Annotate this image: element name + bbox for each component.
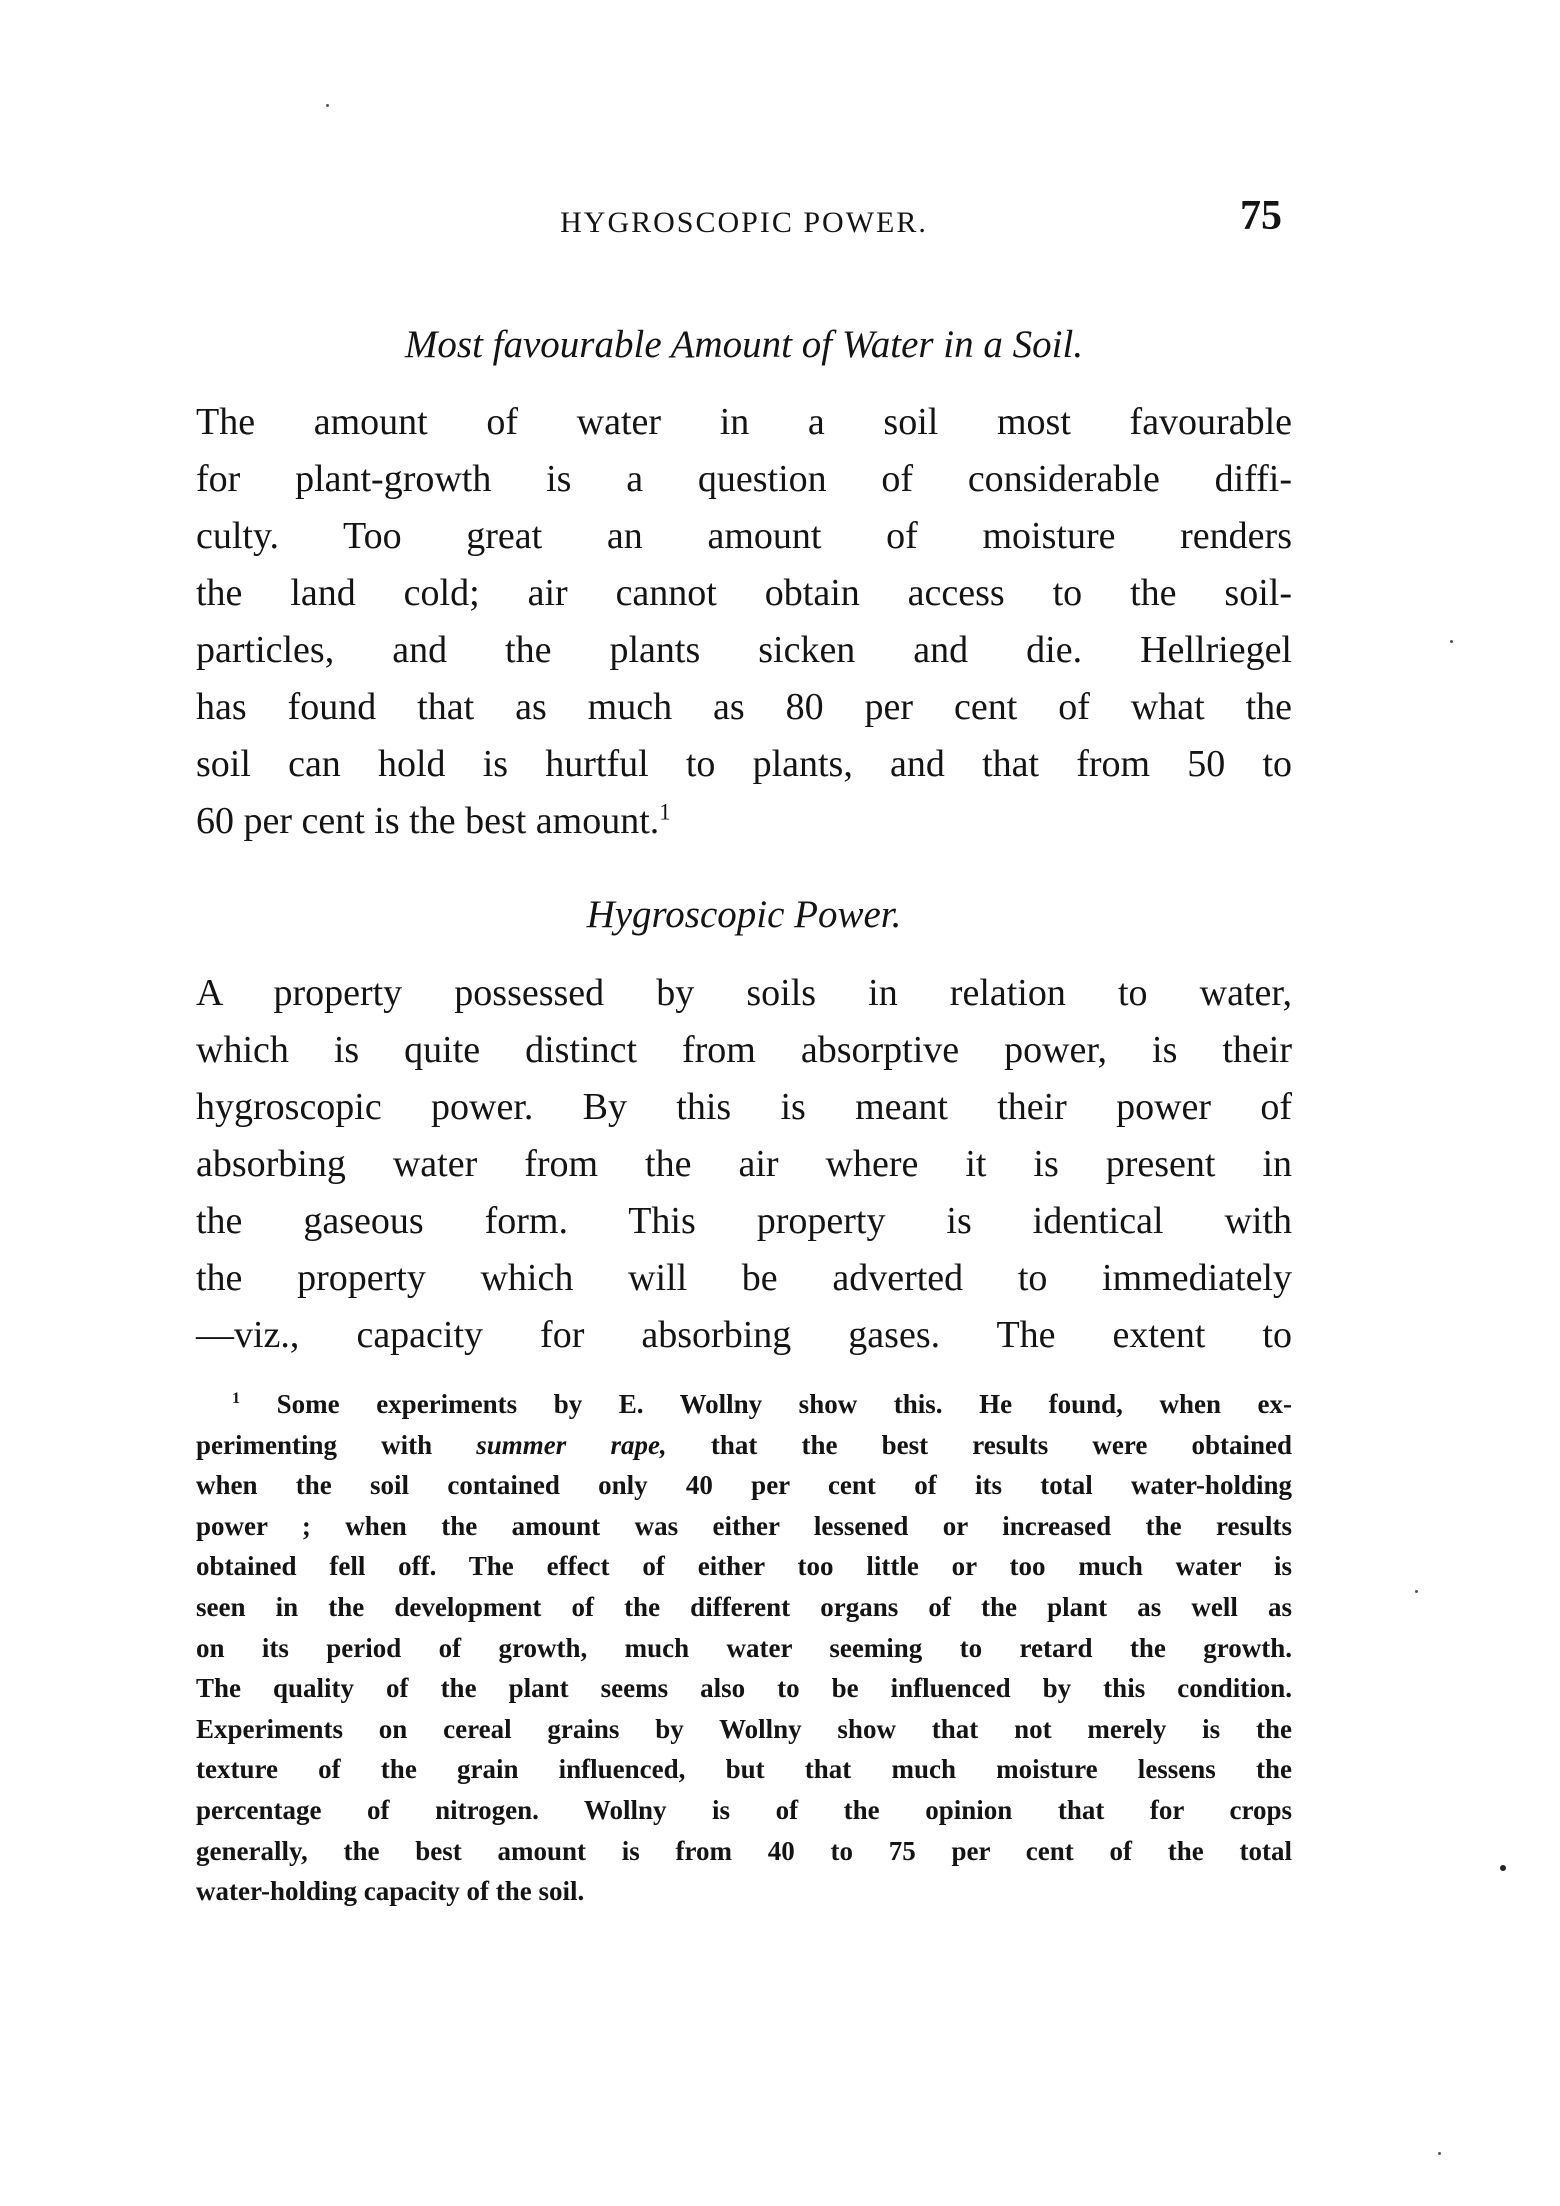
- text-line-last: [196, 793, 1292, 850]
- text-line: culty. Too great an amount of moisture renders: [196, 515, 1292, 557]
- scan-speck: [1415, 1590, 1418, 1593]
- footnote-line: [196, 1384, 1292, 1425]
- text-line: soil can hold is hurtful to plants, and that from 50 to: [196, 743, 1292, 785]
- text-line: the land cold; air cannot obtain access to the soil-: [196, 572, 1292, 614]
- footnote-line: Experiments on cereal grains by Wollny show that not merely is the: [196, 1713, 1292, 1744]
- text-line-last-content: 60 per cent is the best amount.: [196, 800, 660, 842]
- scan-speck: [1450, 640, 1453, 643]
- footnote-line: generally, the best amount is from 40 to 75 per cent of the total: [196, 1835, 1292, 1866]
- text-line: particles, and the plants sicken and die. Hellriegel: [196, 629, 1292, 671]
- section-heading-water-amount: Most favourable Amount of Water in a Soil.: [404, 323, 1084, 366]
- footnote-reference[interactable]: 1: [659, 799, 671, 825]
- text-line: The amount of water in a soil most favourable: [196, 401, 1292, 443]
- text-line: the gaseous form. This property is identical with: [196, 1200, 1292, 1242]
- footnote: [196, 1384, 1292, 1912]
- scan-speck: [1500, 1865, 1506, 1871]
- text-line: —viz., capacity for absorbing gases. The extent to: [196, 1314, 1292, 1356]
- footnote-text: that the best results were obtained: [666, 1429, 1292, 1460]
- footnote-line: power ; when the amount was either lessened or increased the results: [196, 1510, 1292, 1541]
- footnote-line-last: water-holding capacity of the soil.: [196, 1876, 585, 1907]
- running-title: HYGROSCOPIC POWER.: [560, 206, 928, 239]
- footnote-marker: 1: [232, 1389, 241, 1407]
- text-line: which is quite distinct from absorptive power, is their: [196, 1029, 1292, 1071]
- section-heading-hygroscopic-power: Hygroscopic Power.: [586, 893, 902, 936]
- footnote-line: percentage of nitrogen. Wollny is of the opinion that for crops: [196, 1794, 1292, 1825]
- footnote-line: when the soil contained only 40 per cent of its total water-holding: [196, 1470, 1292, 1501]
- footnote-line: seen in the development of the different organs of the plant as well as: [196, 1591, 1292, 1622]
- footnote-italic-crop: summer rape,: [476, 1429, 667, 1460]
- text-line: A property possessed by soils in relation to water,: [196, 972, 1292, 1014]
- footnote-first-line: Some experiments by E. Wollny show this. He found, when ex-: [276, 1389, 1293, 1419]
- footnote-text: perimenting with: [196, 1429, 477, 1460]
- paragraph-water-amount: [196, 394, 1292, 850]
- paragraph-hygroscopic-power: [196, 965, 1292, 1364]
- text-line: absorbing water from the air where it is present in: [196, 1143, 1292, 1185]
- text-line: hygroscopic power. By this is meant their power of: [196, 1086, 1292, 1128]
- footnote-line: texture of the grain influenced, but that much moisture lessens the: [196, 1754, 1292, 1785]
- scan-speck: [1438, 2152, 1441, 2155]
- scan-speck: [326, 104, 329, 107]
- footnote-line: [196, 1425, 1292, 1466]
- footnote-line: The quality of the plant seems also to be influenced by this condition.: [196, 1673, 1292, 1704]
- footnote-line: obtained fell off. The effect of either too little or too much water is: [196, 1551, 1292, 1582]
- page-number: 75: [1240, 193, 1282, 239]
- running-head: [196, 192, 1292, 252]
- text-line: for plant-growth is a question of considerable diffi-: [196, 458, 1292, 500]
- text-line: has found that as much as 80 per cent of what the: [196, 686, 1292, 728]
- text-line: the property which will be adverted to immediately: [196, 1257, 1292, 1299]
- footnote-line: on its period of growth, much water seeming to retard the growth.: [196, 1632, 1292, 1663]
